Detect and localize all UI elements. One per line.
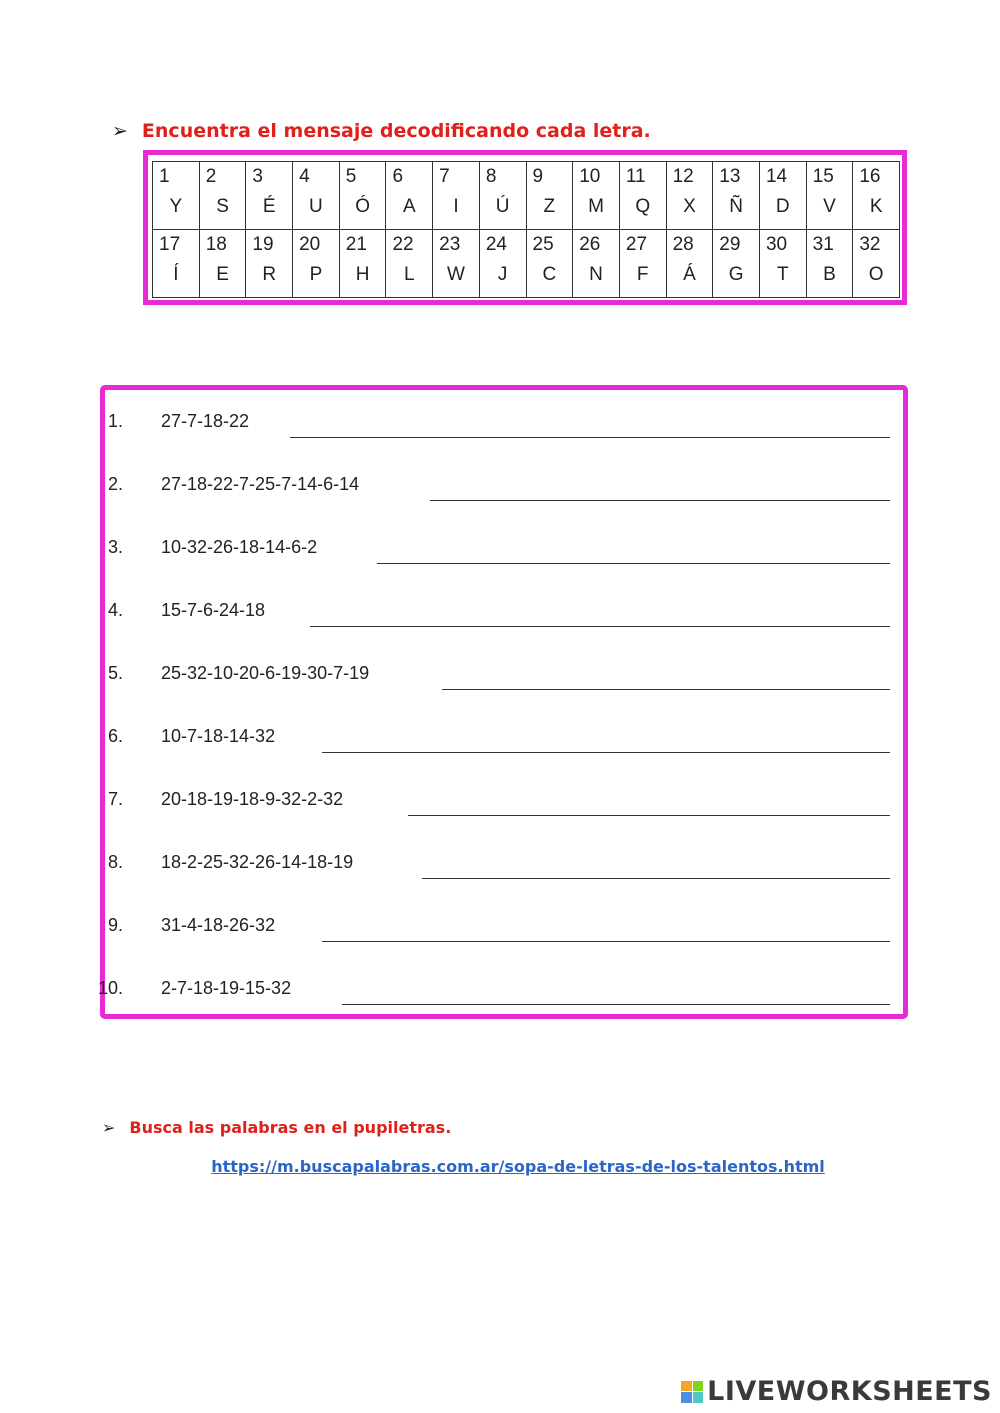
code-key-cell [713, 230, 760, 298]
code-key-row [153, 230, 900, 298]
code-key-cell [573, 162, 620, 230]
code-key-letter: V [823, 196, 836, 217]
code-key-number: 25 [532, 234, 554, 255]
code-key-letter: R [262, 264, 277, 285]
code-key-letter: G [728, 264, 744, 285]
answer-blank-line[interactable] [408, 815, 890, 816]
code-key-letter: I [453, 196, 459, 217]
code-key-cell [619, 230, 666, 298]
answer-code: 20-18-19-18-9-32-2-32 [161, 789, 344, 809]
code-key-cell [479, 230, 526, 298]
answer-code: 31-4-18-26-32 [161, 915, 276, 935]
answer-row [105, 411, 903, 441]
code-key-letter: W [447, 264, 465, 285]
answer-row [105, 600, 903, 630]
code-key-letter: N [589, 264, 603, 285]
code-key-cell [479, 162, 526, 230]
code-key-letter: Ñ [729, 196, 743, 217]
answer-code: 2-7-18-19-15-32 [161, 978, 292, 998]
code-key-letter: L [403, 264, 415, 285]
code-key-number: 15 [812, 166, 834, 187]
answer-blank-line[interactable] [442, 689, 890, 690]
code-key-cell [433, 230, 480, 298]
answer-number: 1. [107, 411, 123, 431]
answer-row [105, 915, 903, 945]
code-key-cell [806, 162, 853, 230]
answer-blank-line[interactable] [422, 878, 890, 879]
answer-row [105, 852, 903, 882]
code-key-cell [759, 230, 806, 298]
code-key-letter: Í [173, 264, 179, 285]
code-key-letter: M [588, 196, 604, 217]
code-key-cell [666, 230, 713, 298]
code-key-cell [573, 230, 620, 298]
code-key-number: 32 [859, 234, 881, 255]
answer-code: 15-7-6-24-18 [161, 600, 266, 620]
answer-number: 7. [107, 789, 123, 809]
answer-row [97, 978, 903, 1008]
code-key-number: 6 [392, 166, 404, 187]
code-key-cell [293, 230, 340, 298]
answer-number: 9. [107, 915, 123, 935]
code-key-number: 24 [485, 234, 507, 255]
code-key-letter: Á [683, 264, 696, 285]
answer-code: 25-32-10-20-6-19-30-7-19 [161, 663, 370, 683]
code-key-cell [619, 162, 666, 230]
code-key-number: 28 [672, 234, 694, 255]
code-key-cell [526, 230, 573, 298]
answer-number: 10. [97, 978, 123, 998]
instruction-wordsearch-text: Busca las palabras en el pupiletras. [129, 1118, 452, 1137]
code-key-cell [759, 162, 806, 230]
code-key-cell [853, 230, 900, 298]
code-key-letter: X [683, 196, 696, 217]
code-key-letter: T [776, 264, 789, 285]
answer-blank-line[interactable] [322, 941, 890, 942]
code-key-number: 3 [252, 166, 263, 187]
answer-blank-line[interactable] [290, 437, 890, 438]
code-key-cell [386, 162, 433, 230]
code-key-letter: Ó [355, 196, 370, 217]
code-key-letter: S [216, 196, 229, 217]
answer-row [105, 474, 903, 504]
wordsearch-link[interactable]: https://m.buscapalabras.com.ar/sopa-de-letras-de-los-talentos.html [211, 1157, 825, 1176]
instruction-decode-text: Encuentra el mensaje decodificando cada letra. [141, 120, 651, 142]
answer-number: 8. [107, 852, 123, 872]
answer-number: 2. [107, 474, 123, 494]
code-key-number: 29 [719, 234, 741, 255]
code-key-cell [386, 230, 433, 298]
code-key-number: 14 [765, 166, 788, 187]
instruction-decode [112, 120, 651, 142]
arrow-bullet-icon: ➢ [102, 1118, 116, 1137]
code-key-letter: Q [635, 196, 651, 217]
answer-row [105, 663, 903, 693]
code-key-cell [246, 230, 293, 298]
code-key-cell [433, 162, 480, 230]
code-key-number: 18 [205, 234, 227, 255]
code-key-letter: E [216, 264, 229, 285]
code-key-letter: É [262, 196, 276, 217]
code-key-row [153, 162, 900, 230]
code-key-number: 1 [159, 166, 170, 187]
answer-blank-line[interactable] [377, 563, 890, 564]
code-key-cell [339, 162, 386, 230]
answer-row [105, 789, 903, 819]
code-key-number: 17 [159, 234, 181, 255]
code-key-cell [199, 162, 246, 230]
answer-code: 27-7-18-22 [161, 411, 250, 431]
answer-number: 3. [107, 537, 123, 557]
code-key-cell [666, 162, 713, 230]
code-key-number: 10 [579, 166, 601, 187]
code-key-letter: J [497, 264, 508, 285]
answer-blank-line[interactable] [342, 1004, 890, 1005]
code-key-letter: K [869, 196, 883, 217]
answer-number: 4. [107, 600, 123, 620]
code-key-cell [153, 230, 200, 298]
code-key-number: 9 [532, 166, 544, 187]
code-key-number: 31 [812, 234, 834, 255]
liveworksheets-logo-text: LIVEWORKSHEETS [707, 1376, 992, 1407]
answer-row [105, 537, 903, 567]
code-key-letter: Z [543, 196, 556, 217]
code-key-number: 30 [765, 234, 788, 255]
answers-box [97, 385, 908, 1019]
code-key-number: 26 [579, 234, 601, 255]
code-key-cell [246, 162, 293, 230]
code-key-number: 23 [439, 234, 461, 255]
code-key-number: 13 [719, 166, 741, 187]
code-key-letter: U [309, 196, 323, 217]
answer-row [105, 726, 903, 756]
code-key-number: 5 [345, 166, 357, 187]
answer-blank-line[interactable] [322, 752, 890, 753]
code-key-number: 27 [625, 234, 648, 255]
code-key-box [143, 150, 907, 305]
code-key-number: 11 [625, 166, 646, 187]
code-key-letter: C [542, 264, 557, 285]
answer-code: 10-7-18-14-32 [161, 726, 276, 746]
code-key-cell [153, 162, 200, 230]
code-key-letter: P [309, 264, 323, 285]
answer-blank-line[interactable] [430, 500, 890, 501]
code-key-number: 2 [205, 166, 217, 187]
code-key-number: 16 [859, 166, 881, 187]
arrow-bullet-icon: ➢ [112, 120, 128, 142]
code-key-letter: A [402, 196, 416, 217]
answer-number: 6. [107, 726, 123, 746]
code-key-number: 7 [439, 166, 450, 187]
code-key-number: 4 [299, 166, 310, 187]
code-key-number: 20 [299, 234, 321, 255]
code-key-letter: F [636, 264, 649, 285]
code-key-number: 8 [485, 166, 497, 187]
code-key-letter: Y [169, 196, 183, 217]
code-key-letter: D [775, 196, 790, 217]
answer-code: 10-32-26-18-14-6-2 [161, 537, 318, 557]
code-key-number: 21 [345, 234, 367, 255]
liveworksheets-logo-icon [681, 1381, 703, 1403]
answer-code: 18-2-25-32-26-14-18-19 [161, 852, 354, 872]
code-key-number: 12 [672, 166, 694, 187]
answer-code: 27-18-22-7-25-7-14-6-14 [161, 474, 360, 494]
code-key-letter: O [868, 264, 884, 285]
code-key-cell [713, 162, 760, 230]
code-key-letter: B [823, 264, 836, 285]
code-key-cell [853, 162, 900, 230]
code-key-cell [526, 162, 573, 230]
code-key-cell [293, 162, 340, 230]
liveworksheets-logo [681, 1376, 992, 1407]
instruction-wordsearch [102, 1118, 451, 1137]
code-key-number: 19 [252, 234, 274, 255]
code-key-number: 22 [392, 234, 414, 255]
code-key-letter: Ú [495, 196, 510, 217]
code-key-cell [806, 230, 853, 298]
code-key-cell [339, 230, 386, 298]
code-key-table [152, 161, 900, 298]
code-key-letter: H [355, 264, 370, 285]
answer-number: 5. [107, 663, 123, 683]
code-key-cell [199, 230, 246, 298]
answer-blank-line[interactable] [310, 626, 890, 627]
